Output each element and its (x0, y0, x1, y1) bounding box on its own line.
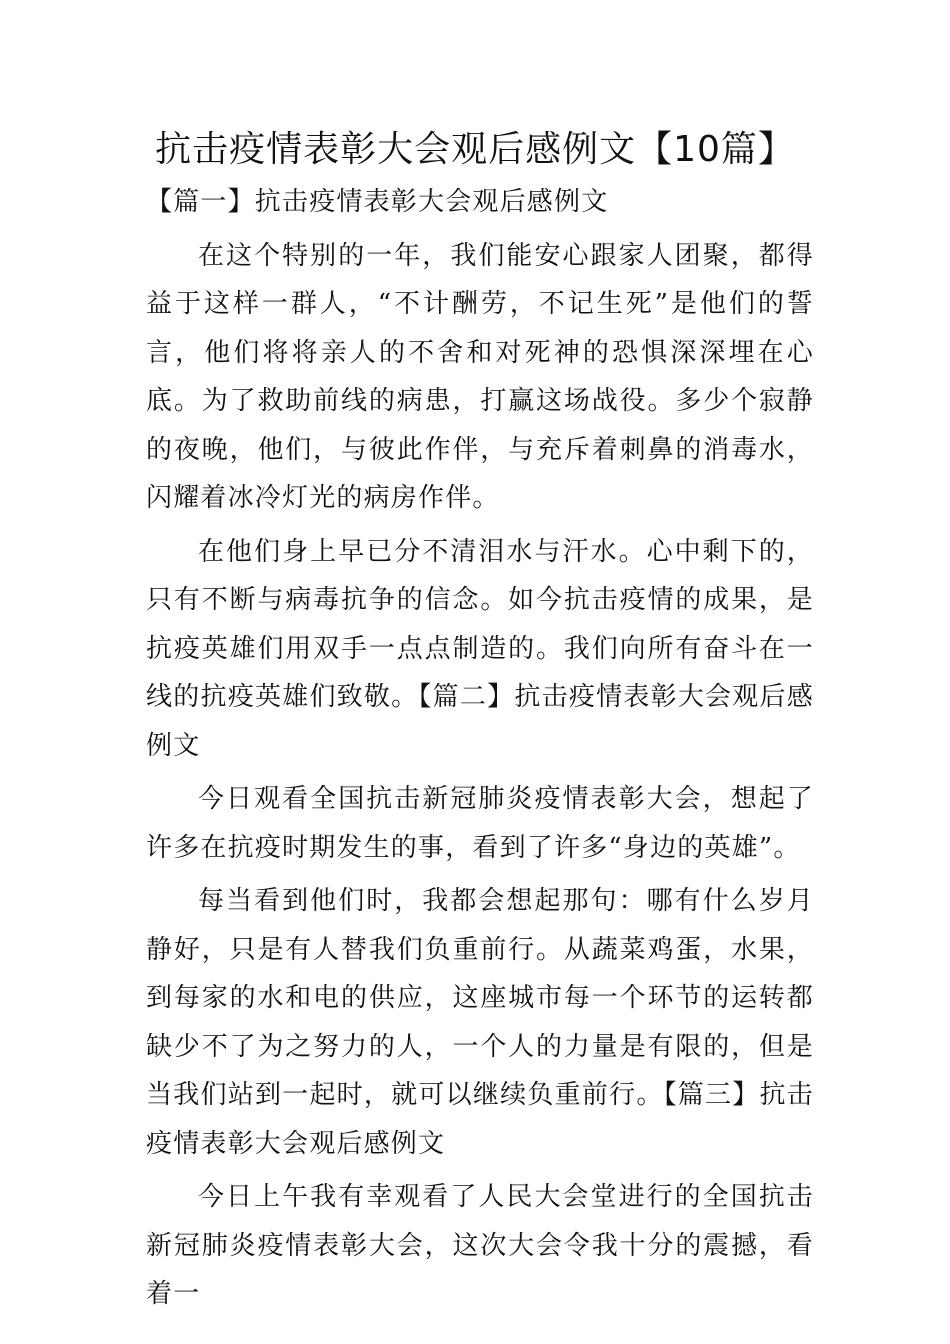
paragraph-5: 今日上午我有幸观看了人民大会堂进行的全国抗击新冠肺炎疫情表彰大会，这次大会令我十分的震撼，看着一 (146, 1182, 814, 1309)
document-body (146, 178, 814, 1319)
paragraph-4: 每当看到他们时，我都会想起那句：哪有什么岁月静好，只是有人替我们负重前行。从蔬菜鸡蛋，水果，到每家的水和电的供应，这座城市每一个环节的运转都缺少不了为之努力的人，一个人的力量是有限的，但是当我们站到一起时，就可以继续负重前行。【篇三】抗击疫情表彰大会观后感例文 (146, 886, 814, 1159)
paragraph-2: 在他们身上早已分不清泪水与汗水。心中剩下的，只有不断与病毒抗争的信念。如今抗击疫情的成果，是抗疫英雄们用双手一点点制造的。我们向所有奋斗在一线的抗疫英雄们致敬。【篇二】抗击疫情表彰大会观后感例文 (146, 536, 814, 761)
paragraph-3: 今日观看全国抗击新冠肺炎疫情表彰大会，想起了许多在抗疫时期发生的事，看到了许多“身边的英雄”。 (146, 784, 814, 863)
section-heading: 【篇一】抗击疫情表彰大会观后感例文 (146, 187, 609, 217)
paragraph-1: 在这个特别的一年，我们能安心跟家人团聚，都得益于这样一群人，“不计酬劳，不记生死”是他们的誓言，他们将将亲人的不舍和对死神的恐惧深深埋在心底。为了救助前线的病患，打赢这场战役。多少个寂静的夜晚，他们，与彼此作伴，与充斥着刺鼻的消毒水，闪耀着冰冷灯光的病房作伴。 (146, 240, 814, 513)
document-title: 抗击疫情表彰大会观后感例文【10篇】 (155, 129, 795, 170)
